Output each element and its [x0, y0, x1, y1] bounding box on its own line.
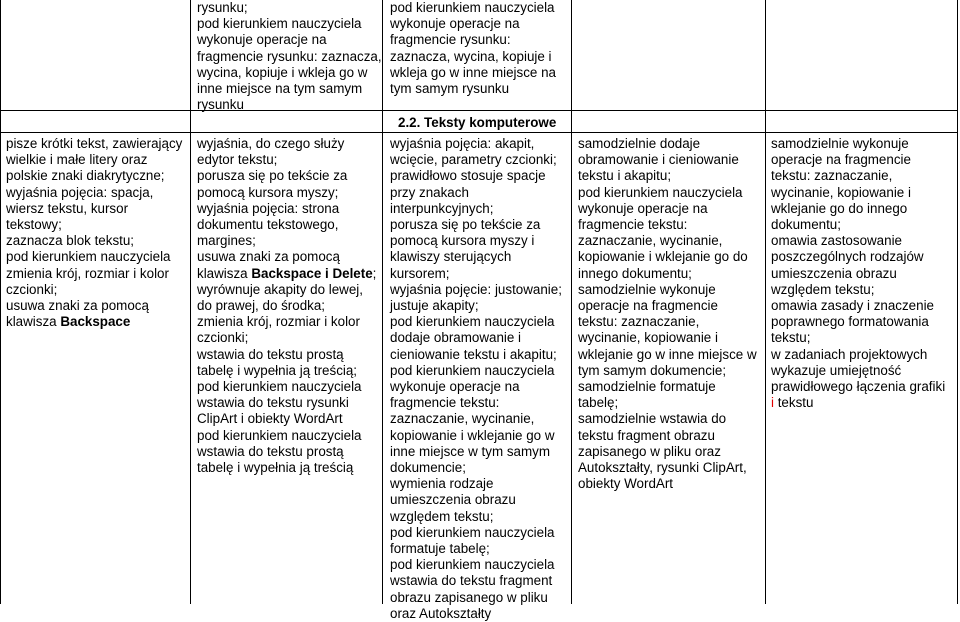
table-border-left: [0, 0, 1, 604]
section-heading: 2.2. Teksty komputerowe: [398, 115, 557, 130]
row-divider: [0, 110, 958, 111]
col5-red-letter: i: [771, 395, 774, 411]
col2-requirements: [197, 136, 383, 476]
col5-requirements: [771, 136, 957, 411]
col1-requirements: [6, 136, 189, 330]
col1-text: pisze krótki tekst, zawierający wielkie i małe litery oraz polskie znaki diakrytyczne; wyjaśnia pojęcia: spacja, wiersz tekstu, kursor tekstowy; zaznacza blok tekstu; pod kierunkiem nauczyciela zmienia krój, rozmiar i kolor czcionki; usuwa znaki za pomocą klawisza: [6, 136, 183, 330]
col5-tail: tekstu: [773, 395, 814, 411]
col5-text: samodzielnie wykonuje operacje na fragmencie tekstu: zaznaczanie, wycinanie, kopiowanie i wklejanie go do innego dokumentu; omawia zastosowanie poszczególnych rodzajów umieszczenia obrazu względem tekstu; omawia zasady i znaczenie poprawnego formatowania tekstu; w zadaniach projektowych wykazuje umiejętność prawidłowego łączenia grafiki: [771, 136, 946, 395]
column-divider: [190, 0, 191, 604]
col1-bold: Backspace: [60, 314, 131, 330]
row-divider: [0, 132, 958, 133]
top-row-col3: pod kierunkiem nauczyciela wykonuje operacje na fragmencie rysunku: zaznacza, wycina, kopiuje i wkleja go w inne miejsce na tym samym rysunku: [390, 0, 556, 97]
col4-requirements: samodzielnie dodaje obramowanie i cieniowanie tekstu i akapitu; pod kierunkiem nauczyciela wykonuje operacje na fragmencie tekstu: zaznaczanie, wycinanie, kopiowanie i wklejanie go do innego dokumentu; samodzielnie wykonuje operacje na fragmencie tekstu: zaznaczanie, wycinanie, kopiowanie i wklejanie go w inne miejsce w tym samym dokumencie; samodzielnie formatuje tabelę; samodzielnie wstawia do tekstu fragment obrazu zapisanego w pliku oraz Autokształty, rysunki ClipArt, obiekty WordArt: [578, 136, 757, 492]
top-row-col2: rysunku; pod kierunkiem nauczyciela wykonuje operacje na fragmencie rysunku: zaznacza, wycina, kopiuje i wkleja go w inne miejsce na tym samym rysunku: [197, 0, 382, 113]
col2-text-b: ; wyrównuje akapity do lewej, do prawej, do środka; zmienia krój, rozmiar i kolor czcionki; wstawia do tekstu prostą tabelę i wypełnia ją treścią; pod kierunkiem nauczyciela wstawia do tekstu rysunki ClipArt i obiekty WordArt pod kierunkiem nauczyciela wstawia do tekstu prostą tabelę i wypełnia ją treścią: [197, 265, 377, 476]
col2-bold: Backspace i Delete: [251, 265, 373, 281]
table-border-right: [957, 0, 958, 604]
col2-text-a: wyjaśnia, do czego służy edytor tekstu; porusza się po tekście za pomocą kursora myszy; wyjaśnia pojęcia: strona dokumentu tekstowego, margines; usuwa znaki za pomocą klawisza: [197, 136, 348, 281]
col3-requirements: wyjaśnia pojęcia: akapit, wcięcie, parametry czcionki; prawidłowo stosuje spacje przy znakach interpunkcyjnych; porusza się po tekście za pomocą kursora myszy i klawiszy sterujących kursorem; wyjaśnia pojęcie: justowanie; justuje akapity; pod kierunkiem nauczyciela dodaje obramowanie i cieniowanie tekstu i akapitu; pod kierunkiem nauczyciela wykonuje operacje na fragmencie tekstu: zaznaczanie, wycinanie, kopiowanie i wklejanie go w inne miejsce w tym samym dokumencie; wymienia rodzaje umieszczenia obrazu względem tekstu; pod kierunkiem nauczyciela formatuje tabelę; pod kierunkiem nauczyciela wstawia do tekstu fragment obrazu zapisanego w pliku oraz Autokształty: [390, 136, 562, 621]
